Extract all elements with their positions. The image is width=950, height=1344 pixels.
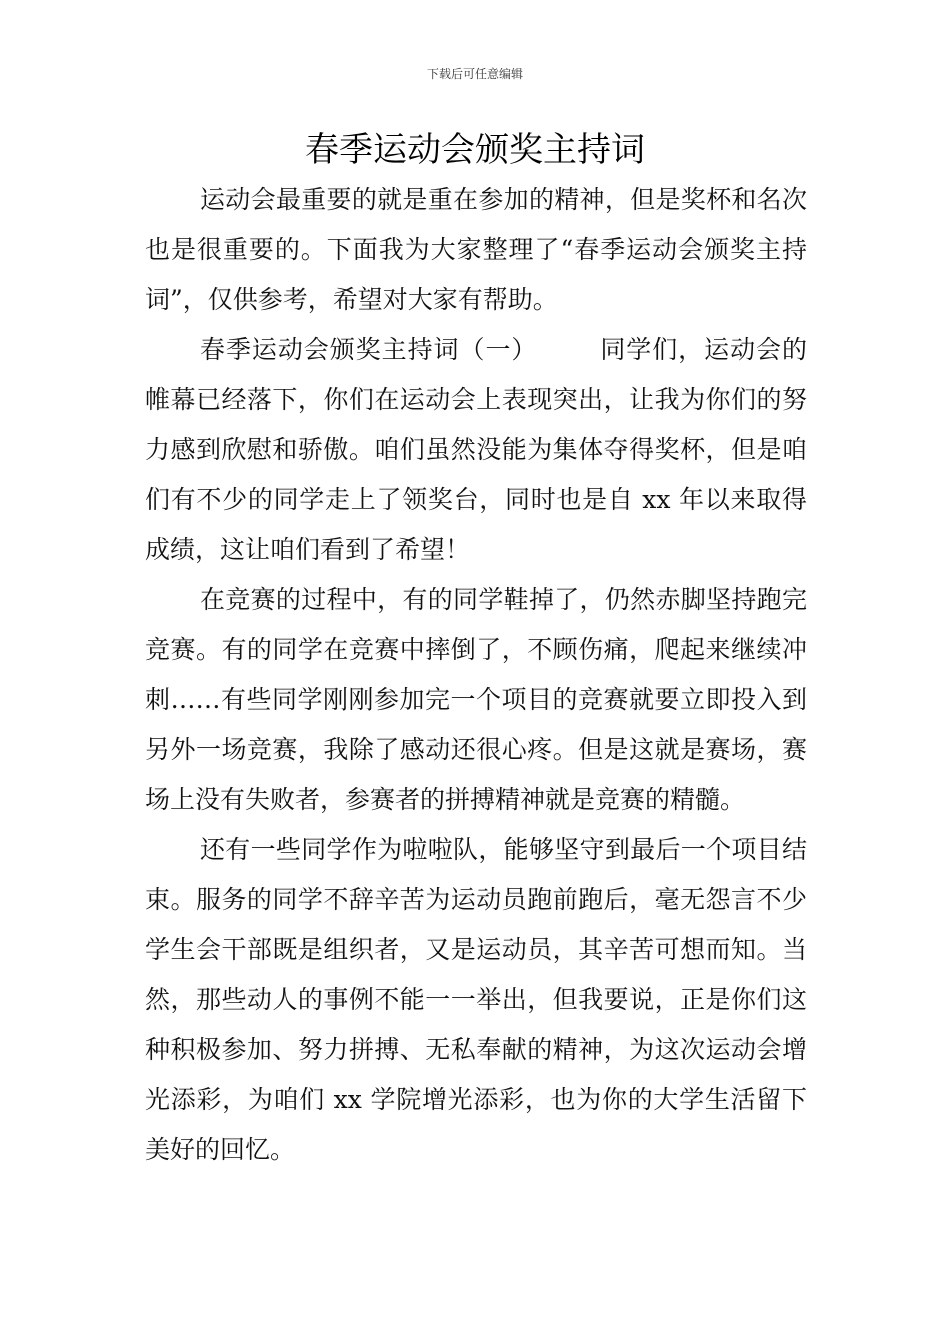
paragraph-competition: 在竞赛的过程中，有的同学鞋掉了，仍然赤脚坚持跑完竞赛。有的同学在竞赛中摔倒了，不顾伤痛，爬起来继续冲刺……有些同学刚刚参加完一个项目的竞赛就要立即投入到另外一场竞赛，我除了感动还很心疼。但是这就是赛场，赛场上没有失败者，参赛者的拼搏精神就是竞赛的精髓。 xyxy=(145,585,807,814)
header-note: 下载后可任意编辑 xyxy=(426,67,523,81)
document-title: 春季运动会颁奖主持词 xyxy=(305,130,645,170)
paragraph-intro: 运动会最重要的就是重在参加的精神，但是奖杯和名次也是很重要的。下面我为大家整理了“春季运动会颁奖主持词”，仅供参考，希望对大家有帮助。 xyxy=(145,185,807,314)
section-heading: 春季运动会颁奖主持词（一） xyxy=(200,335,538,364)
paragraph-cheerleaders: 还有一些同学作为啦啦队，能够坚守到最后一个项目结束。服务的同学不辞辛苦为运动员跑前跑后，毫无怨言不少学生会干部既是组织者，又是运动员，其辛苦可想而知。当然，那些动人的事例不能一一举出，但我要说，正是你们这种积极参加、努力拼搏、无私奉献的精神，为这次运动会增光添彩，为咱们 xx 学院增光添彩，也为你的大学生活留下美好的回忆。 xyxy=(145,835,807,1164)
document-body xyxy=(145,175,807,1175)
paragraph-section-one xyxy=(145,325,807,575)
section-first-text: 同学们，运动会的帷幕已经落下，你们在运动会上表现突出，让我为你们的努力感到欣慰和骄傲。咱们虽然没能为集体夺得奖杯，但是咱们有不少的同学走上了领奖台，同时也是自 xx 年以来取得成绩，这让咱们看到了希望！ xyxy=(145,335,807,564)
